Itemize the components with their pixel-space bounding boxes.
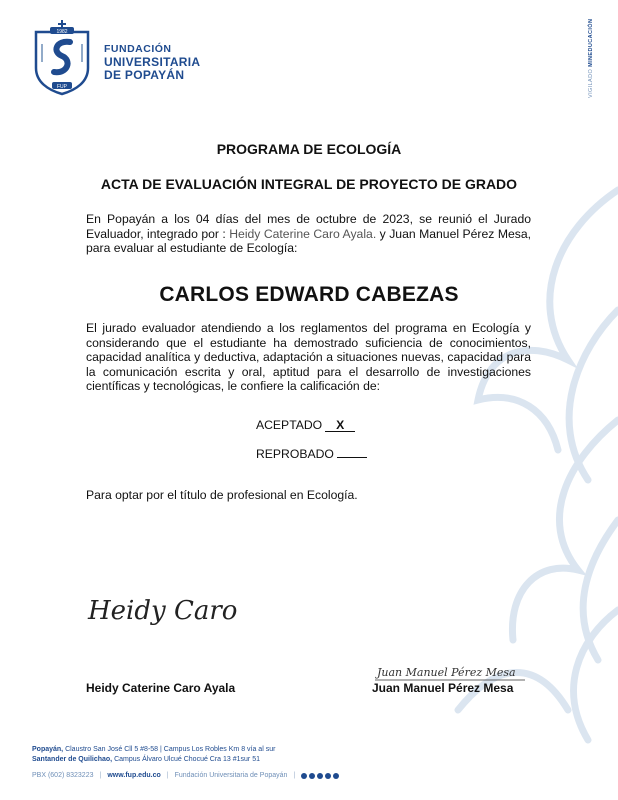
footer-address-2: Santander de Quilichao, Campus Álvaro Ulcué Chocué Cra 13 #1sur 51 [32, 756, 260, 763]
social-icons [301, 773, 339, 779]
program-title: PROGRAMA DE ECOLOGÍA [216, 141, 402, 157]
rejected-line: REPROBADO [256, 447, 367, 461]
university-logo-icon [32, 18, 92, 96]
footer-website-link[interactable]: www.fup.edu.co [107, 772, 161, 779]
brand-line1: FUNDACIÓN [104, 43, 172, 55]
youtube-icon[interactable] [325, 773, 331, 779]
instagram-icon[interactable] [309, 773, 315, 779]
signer2-name: Juan Manuel Pérez Mesa [372, 681, 514, 695]
svg-text:Heidy Caro: Heidy Caro [88, 596, 238, 626]
intro-paragraph: En Popayán a los 04 días del mes de octubre de 2023, se reunió el Jurado Evaluador, integrado por : Heidy Caterine Caro Ayala. y Juan Manuel Pérez Mesa, para evaluar al estudiante de Ecología: [86, 212, 532, 256]
student-name: CARLOS EDWARD CABEZAS [159, 283, 459, 306]
svg-text:1982: 1982 [56, 29, 68, 35]
signer1-name: Heidy Caterine Caro Ayala [86, 681, 236, 695]
footer-address-1: Popayán, Claustro San José Cll 5 #8-58 | Campus Los Robles Km 8 vía al sur [32, 746, 276, 753]
brand-name [104, 43, 200, 82]
vigilado-mineducacion-label: VIGILADO MINEDUCACIÓN [588, 18, 594, 98]
rejected-mark [337, 457, 367, 458]
svg-text:FUP: FUP [57, 84, 67, 90]
footer-org: Fundación Universitaria de Popayán [174, 772, 288, 779]
footer-contact: PBX (602) 8323223 | www.fup.edu.co | Fundación Universitaria de Popayán | [32, 771, 339, 781]
accepted-line: ACEPTADO X [256, 418, 355, 432]
twitter-icon[interactable] [317, 773, 323, 779]
footer-pbx: PBX (602) 8323223 [32, 772, 94, 779]
footer [32, 745, 339, 781]
act-title: ACTA DE EVALUACIÓN INTEGRAL DE PROYECTO DE GRADO [100, 176, 518, 192]
signature-heidy-caro [86, 585, 238, 635]
linkedin-icon[interactable] [333, 773, 339, 779]
svg-text:Juan Manuel Pérez Mesa: Juan Manuel Pérez Mesa [377, 666, 516, 679]
accepted-mark: X [325, 419, 355, 432]
facebook-icon[interactable] [301, 773, 307, 779]
brand-line2: UNIVERSITARIA [104, 55, 201, 69]
brand-line3: DE POPAYÁN [104, 68, 185, 82]
juror1-inline-name: Heidy Caterine Caro Ayala. [229, 226, 377, 241]
evaluation-paragraph: El jurado evaluador atendiendo a los reglamentos del programa en Ecología y considerando que el estudiante ha demostrado suficiencia de conocimientos, capacidad analítica y deductiva, adaptación a situaciones nuevas, capacidad para la comunicación escrita y oral, aptitud para el desarrollo de investigaciones científicas y tecnológicas, le confiere la calificación de: [86, 321, 531, 394]
closing-paragraph: Para optar por el título de profesional en Ecología. [86, 488, 358, 502]
